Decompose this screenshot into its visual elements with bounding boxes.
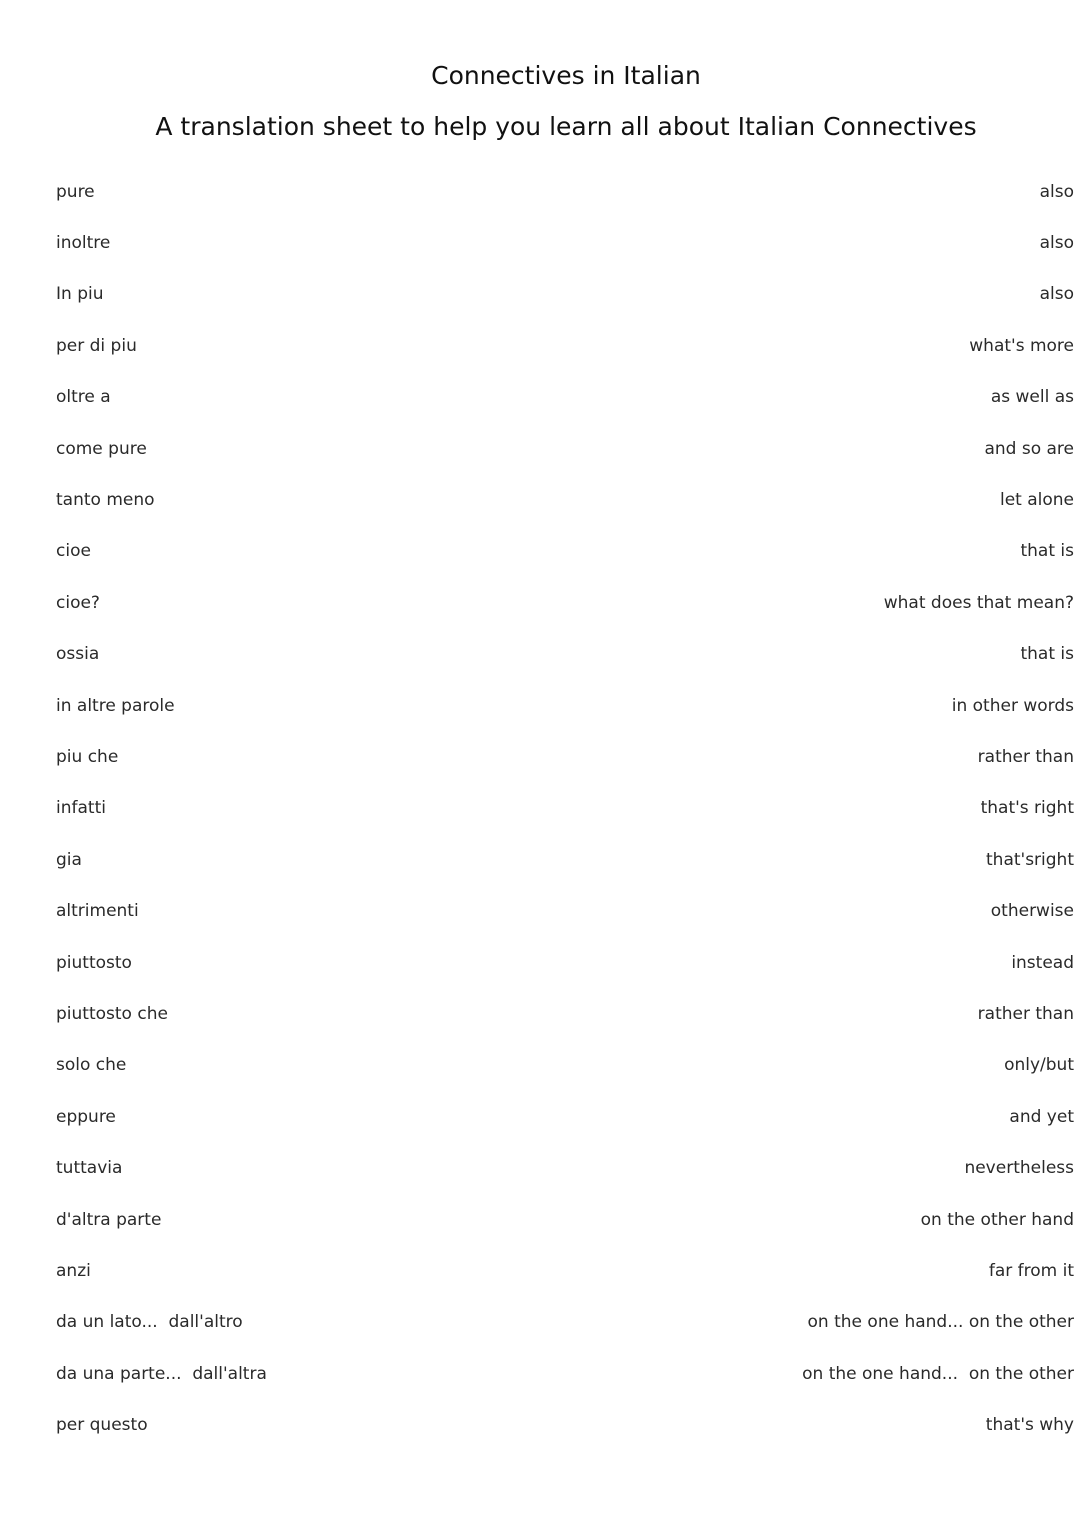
italian-term: piuttosto — [56, 952, 132, 973]
english-translation: that's why — [985, 1415, 1074, 1436]
translation-row — [56, 783, 1074, 834]
translation-row — [56, 166, 1074, 217]
italian-term: infatti — [56, 798, 106, 819]
translation-row — [56, 629, 1074, 680]
translation-row — [56, 217, 1074, 268]
italian-term: tanto meno — [56, 490, 155, 511]
italian-term: pure — [56, 181, 95, 202]
translation-row — [56, 1194, 1074, 1245]
translation-row — [56, 1091, 1074, 1142]
english-translation: in other words — [951, 695, 1074, 716]
english-translation: instead — [1011, 952, 1074, 973]
translation-row — [56, 1399, 1074, 1450]
english-translation: that is — [1020, 541, 1074, 562]
english-translation: also — [1039, 233, 1074, 254]
translation-row — [56, 834, 1074, 885]
italian-term: solo che — [56, 1055, 127, 1076]
translation-row — [56, 885, 1074, 936]
italian-term: piu che — [56, 746, 119, 767]
translation-row — [56, 1245, 1074, 1296]
translation-row — [56, 474, 1074, 525]
translation-list — [56, 166, 1074, 1451]
translation-row — [56, 1142, 1074, 1193]
italian-term: per questo — [56, 1415, 148, 1436]
english-translation: as well as — [990, 387, 1074, 408]
english-translation: far from it — [988, 1260, 1074, 1281]
english-translation: and yet — [1009, 1106, 1074, 1127]
italian-term: tuttavia — [56, 1158, 123, 1179]
english-translation: on the one hand... on the other — [802, 1363, 1074, 1384]
english-translation: what's more — [969, 335, 1074, 356]
english-translation: let alone — [999, 490, 1074, 511]
translation-row — [56, 1348, 1074, 1399]
italian-term: In piu — [56, 284, 104, 305]
italian-term: eppure — [56, 1106, 116, 1127]
italian-term: piuttosto che — [56, 1003, 168, 1024]
translation-row — [56, 526, 1074, 577]
translation-row — [56, 680, 1074, 731]
translation-row — [56, 372, 1074, 423]
english-translation: nevertheless — [964, 1158, 1074, 1179]
italian-term: come pure — [56, 438, 147, 459]
translation-row — [56, 1040, 1074, 1091]
italian-term: per di piu — [56, 335, 137, 356]
translation-row — [56, 731, 1074, 782]
italian-term: anzi — [56, 1260, 91, 1281]
translation-row — [56, 988, 1074, 1039]
translation-row — [56, 577, 1074, 628]
italian-term: inoltre — [56, 233, 111, 254]
page-title: Connectives in Italian — [431, 61, 701, 90]
italian-term: cioe? — [56, 592, 100, 613]
english-translation: that's right — [980, 798, 1074, 819]
italian-term: altrimenti — [56, 901, 139, 922]
italian-term: cioe — [56, 541, 91, 562]
translation-row — [56, 1297, 1074, 1348]
translation-row — [56, 937, 1074, 988]
english-translation: and so are — [984, 438, 1074, 459]
italian-term: gia — [56, 849, 82, 870]
english-translation: rather than — [977, 746, 1074, 767]
english-translation: also — [1039, 284, 1074, 305]
italian-term: in altre parole — [56, 695, 175, 716]
translation-row — [56, 269, 1074, 320]
english-translation: only/but — [1004, 1055, 1074, 1076]
english-translation: what does that mean? — [883, 592, 1074, 613]
english-translation: on the other hand — [920, 1209, 1074, 1230]
english-translation: otherwise — [990, 901, 1074, 922]
english-translation: that is — [1020, 644, 1074, 665]
italian-term: oltre a — [56, 387, 111, 408]
english-translation: that'sright — [986, 849, 1074, 870]
italian-term: ossia — [56, 644, 100, 665]
english-translation: on the one hand... on the other — [807, 1312, 1074, 1333]
translation-row — [56, 423, 1074, 474]
italian-term: d'altra parte — [56, 1209, 162, 1230]
italian-term: da un lato... dall'altro — [56, 1312, 243, 1333]
translation-row — [56, 320, 1074, 371]
english-translation: also — [1039, 181, 1074, 202]
page-subtitle: A translation sheet to help you learn all about Italian Connectives — [155, 112, 977, 141]
english-translation: rather than — [977, 1003, 1074, 1024]
italian-term: da una parte... dall'altra — [56, 1363, 267, 1384]
